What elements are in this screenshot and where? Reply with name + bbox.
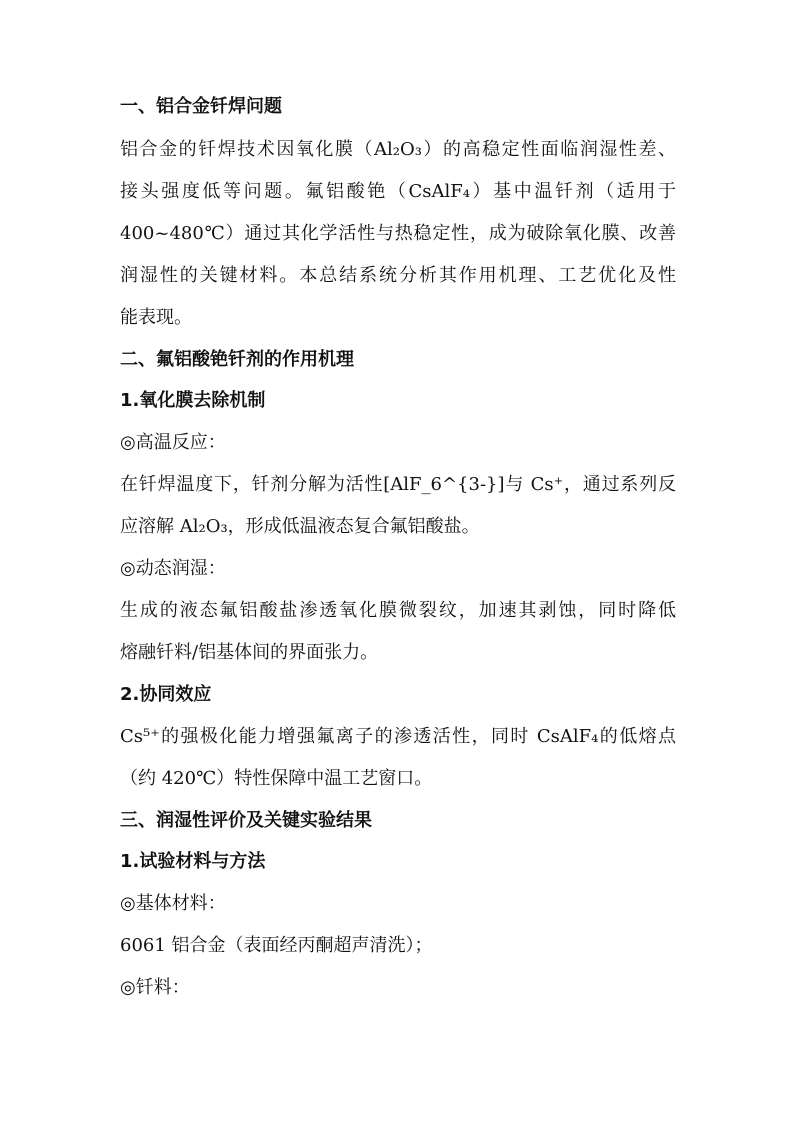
- paragraph-line: （约 420℃）特性保障中温工艺窗口。: [120, 768, 433, 789]
- subsection-heading: 2.协同效应: [120, 684, 212, 705]
- paragraph-line: 应溶解 Al₂O₃，形成低温液态复合氟铝酸盐。: [120, 516, 480, 537]
- paragraph-line: 接头强度低等问题。氟铝酸铯（CsAlF₄）基中温钎剂（适用于: [120, 181, 676, 202]
- item-label: ◎高温反应：: [120, 432, 226, 453]
- paragraph-line: 铝合金的钎焊技术因氧化膜（Al₂O₃）的高稳定性面临润湿性差、: [120, 139, 676, 160]
- section-heading-3: 三、润湿性评价及关键实验结果: [120, 810, 372, 831]
- document-page: [120, 97, 676, 998]
- item-label: ◎动态润湿：: [120, 558, 226, 579]
- paragraph-line: 生成的液态氟铝酸盐渗透氧化膜微裂纹，加速其剥蚀，同时降低: [120, 600, 676, 621]
- section-heading-1: 一、铝合金钎焊问题: [120, 96, 282, 117]
- paragraph-line: 能表现。: [120, 307, 192, 328]
- paragraph-line: 润湿性的关键材料。本总结系统分析其作用机理、工艺优化及性: [120, 265, 676, 286]
- paragraph-line: Cs⁵⁺的强极化能力增强氟离子的渗透活性，同时 CsAlF₄的低熔点: [120, 726, 676, 747]
- paragraph-line: 400~480℃）通过其化学活性与热稳定性，成为破除氧化膜、改善: [120, 223, 676, 244]
- section-heading-2: 二、氟铝酸铯钎剂的作用机理: [120, 349, 354, 370]
- paragraph-line: 在钎焊温度下，钎剂分解为活性[AlF_6^{3-}]与 Cs⁺，通过系列反: [120, 474, 676, 495]
- paragraph-line: 6061 铝合金（表面经丙酮超声清洗）；: [120, 935, 433, 956]
- paragraph-line: 熔融钎料/铝基体间的界面张力。: [120, 642, 379, 663]
- subsection-heading: 1.氧化膜去除机制: [120, 390, 266, 411]
- item-label: ◎基体材料：: [120, 893, 226, 914]
- item-label: ◎钎料：: [120, 977, 190, 998]
- subsection-heading: 1.试验材料与方法: [120, 851, 266, 872]
